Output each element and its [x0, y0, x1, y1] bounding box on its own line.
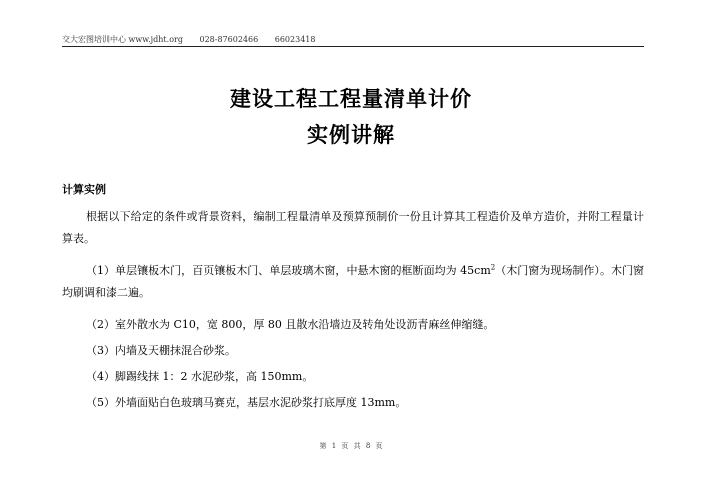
condition-item-1-text: （1）单层镶板木门，百页镶板木门、单层玻璃木窗，中悬木窗的框断面均为 45cm — [86, 264, 491, 277]
superscript-2: 2 — [490, 263, 496, 272]
header-phone-2: 66023418 — [274, 35, 316, 44]
condition-item-2: （2）室外散水为 C10，宽 800，厚 80 且散水沿墙边及转角处设沥青麻丝伸缩缝。 — [86, 318, 495, 331]
page-header — [62, 34, 644, 46]
intro-paragraph: 根据以下给定的条件或背景资料，编制工程量清单及预算预制价一份且计算其工程造价及单方造价，并附工程量计算表。 — [62, 210, 644, 245]
condition-item-4: （4）脚踢线抹 1：2 水泥砂浆，高 150mm。 — [86, 370, 314, 383]
page-footer: 第 1 页 共 8 页 — [319, 442, 383, 450]
header-rule — [62, 46, 644, 47]
section-heading: 计算实例 — [62, 183, 106, 196]
condition-item-5: （5）外墙面贴白色玻璃马赛克，基层水泥砂浆打底厚度 13mm。 — [86, 396, 407, 409]
document-title: 建设工程工程量清单计价 — [230, 87, 472, 111]
condition-item-1 — [62, 260, 644, 304]
document-subtitle: 实例讲解 — [307, 123, 395, 147]
condition-item-1-text-end: （木门窗为现场制作）。木门窗均刷调和漆二遍。 — [62, 264, 645, 299]
condition-item-3: （3）内墙及天棚抹混合砂浆。 — [86, 344, 236, 357]
header-phone-1: 028-87602466 — [199, 35, 259, 44]
header-org: 交大宏图培训中心 www.jdht.org — [62, 35, 183, 44]
